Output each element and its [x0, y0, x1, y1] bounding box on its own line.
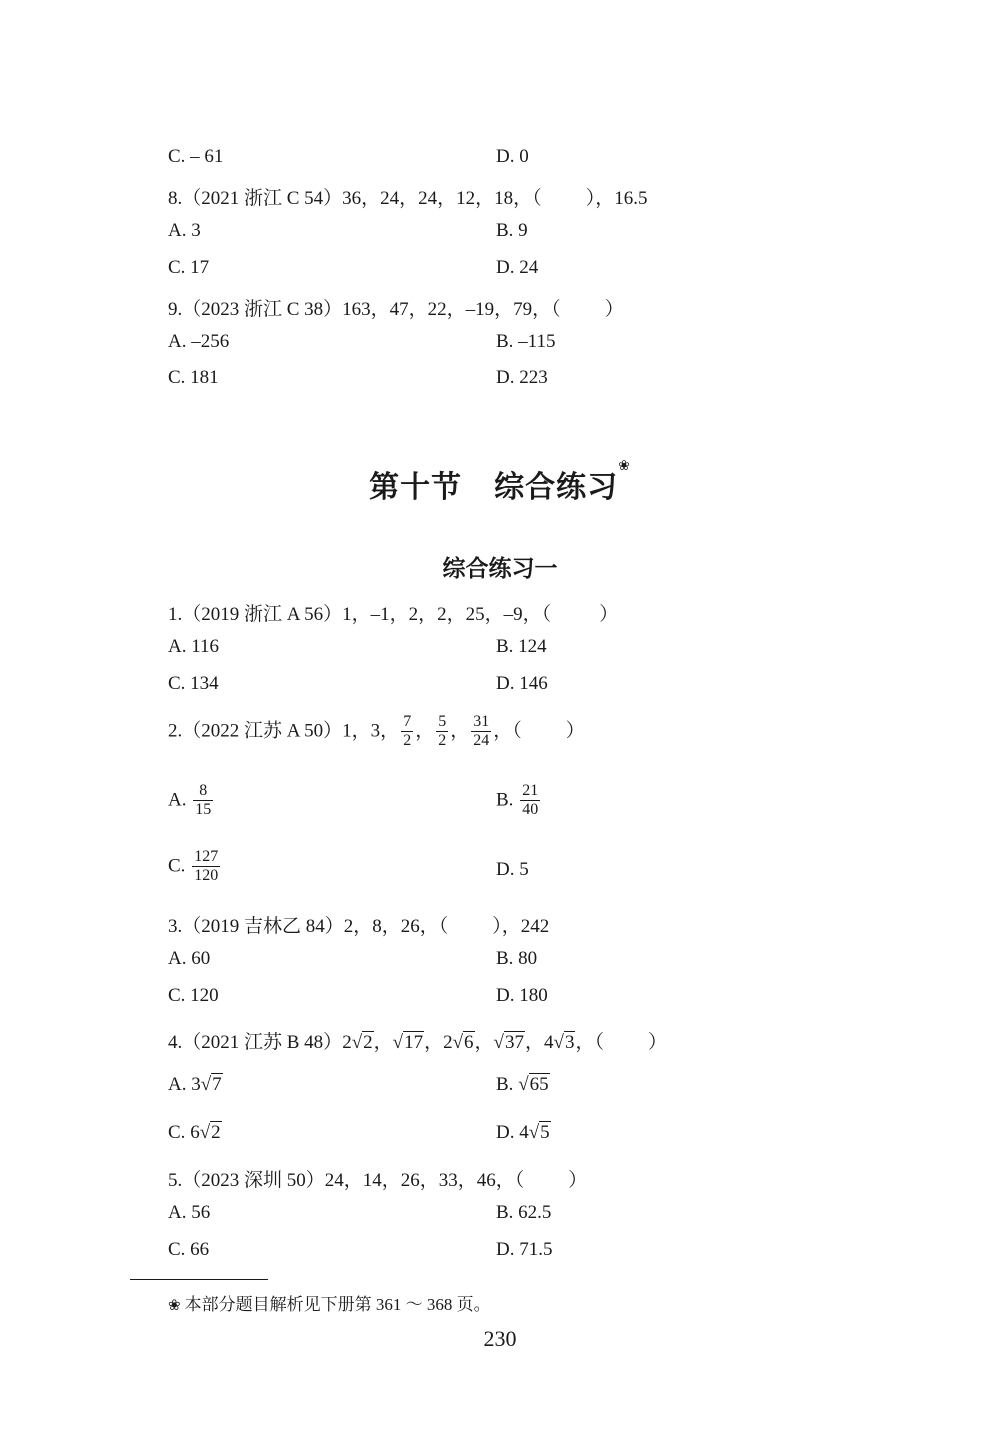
- radical: [190, 1121, 221, 1143]
- q9-stem: [168, 294, 624, 321]
- footnote-marker-icon: ❀: [168, 1298, 181, 1314]
- radical: [518, 1073, 549, 1095]
- q4-stem-text: 4.（2021 江苏 B 48）: [168, 1032, 343, 1053]
- q4-option-d: [496, 1122, 551, 1144]
- q9-option-b: B. –115: [496, 331, 556, 352]
- separator: ，: [524, 1032, 544, 1053]
- q8-stem-tail: ），16.5: [585, 188, 648, 209]
- radicand: 65: [529, 1074, 549, 1095]
- separator: ，: [373, 1032, 393, 1053]
- radical: [494, 1031, 525, 1053]
- fraction: [401, 713, 413, 751]
- radicand: 3: [564, 1032, 575, 1053]
- q5-stem-text: 5.（2023 深圳 50）24，14，26，33，46，（: [168, 1170, 525, 1191]
- radical: [519, 1121, 550, 1143]
- q9-option-c: C. 181: [168, 367, 219, 388]
- q5-stem-tail: ）: [568, 1170, 588, 1191]
- separator: ，: [424, 1032, 444, 1053]
- radicand: 7: [212, 1074, 222, 1095]
- radicand: 37: [504, 1032, 524, 1053]
- q5-stem: [168, 1165, 587, 1192]
- radical: [443, 1031, 474, 1053]
- radical-coefficient: 4: [544, 1032, 554, 1053]
- q2-stem-tail: ）: [565, 720, 585, 742]
- option-label: C.: [168, 1122, 186, 1143]
- q3-option-a: A. 60: [168, 948, 211, 969]
- q5-option-d: D. 71.5: [496, 1239, 553, 1260]
- q7-option-c: C. – 61: [168, 146, 224, 167]
- q8-option-c: C. 17: [168, 257, 210, 278]
- sqrt-icon: √: [518, 1074, 529, 1095]
- q9-option-a: A. –256: [168, 331, 230, 352]
- q7-option-d: D. 0: [496, 146, 529, 167]
- fraction-denominator: 40: [522, 801, 539, 819]
- q5-option-a: A. 56: [168, 1202, 211, 1223]
- radical-coefficient: 4: [519, 1122, 529, 1143]
- fraction-denominator: 120: [194, 867, 219, 885]
- option-label: C.: [168, 855, 186, 877]
- q2-option-a: [168, 782, 215, 820]
- sqrt-icon: √: [351, 1032, 363, 1053]
- fraction: [436, 713, 448, 751]
- q4-stem-mid: ，（: [575, 1032, 604, 1053]
- sqrt-icon: √: [553, 1032, 564, 1053]
- q4-stem: [168, 1027, 667, 1054]
- radical: [544, 1031, 575, 1053]
- section-number: 第十节: [369, 470, 463, 505]
- sqrt-icon: √: [493, 1032, 504, 1053]
- fraction-numerator: 8: [193, 782, 213, 801]
- fraction: [471, 713, 491, 751]
- fraction-numerator: 21: [520, 782, 540, 801]
- fraction-numerator: 5: [436, 713, 448, 732]
- option-label: B.: [496, 1074, 514, 1095]
- q3-option-b: B. 80: [496, 948, 538, 969]
- sqrt-icon: √: [200, 1074, 212, 1095]
- radical-coefficient: 6: [190, 1122, 200, 1143]
- q1-option-c: C. 134: [168, 673, 219, 694]
- q3-option-c: C. 120: [168, 985, 219, 1006]
- q1-stem: [168, 599, 618, 626]
- separator: ，: [415, 720, 435, 742]
- fraction-denominator: 2: [438, 732, 447, 750]
- option-label: B.: [496, 789, 514, 811]
- fraction-denominator: 24: [473, 732, 490, 750]
- q4-stem-tail: ）: [647, 1032, 667, 1053]
- q2-stem: [168, 713, 585, 751]
- page-number: 230: [483, 1326, 517, 1351]
- q1-option-a: A. 116: [168, 636, 220, 657]
- fraction-denominator: 2: [403, 732, 412, 750]
- separator: ，: [474, 1032, 494, 1053]
- fraction-numerator: 127: [192, 848, 220, 867]
- fraction: [192, 848, 220, 886]
- option-label: A.: [168, 1074, 187, 1095]
- section-title: [0, 458, 1000, 506]
- footnote-divider: [130, 1279, 268, 1280]
- q2-option-d: D. 5: [496, 859, 529, 880]
- q4-option-b: [496, 1074, 550, 1096]
- footnote-marker-icon: ❀: [618, 458, 631, 474]
- section-name: 综合练习: [494, 470, 619, 505]
- option-label: A.: [168, 789, 187, 811]
- q8-option-d: D. 24: [496, 257, 539, 278]
- radical: [342, 1031, 373, 1053]
- q2-option-b: [496, 782, 542, 820]
- q1-stem-text: 1.（2019 浙江 A 56）1，–1，2，2，25，–9，（: [168, 604, 552, 625]
- q8-stem: [168, 183, 647, 210]
- radicand: 5: [540, 1122, 550, 1143]
- radicand: 17: [404, 1032, 424, 1053]
- radicand: 2: [211, 1122, 221, 1143]
- radical-coefficient: 3: [191, 1074, 201, 1095]
- q3-stem-tail: ），242: [492, 916, 550, 937]
- radical: [393, 1031, 424, 1053]
- q9-stem-tail: ）: [604, 299, 624, 320]
- footnote: [168, 1290, 491, 1315]
- q1-option-b: B. 124: [496, 636, 547, 657]
- separator: ，: [450, 720, 470, 742]
- q1-stem-tail: ）: [599, 604, 619, 625]
- q8-option-a: A. 3: [168, 220, 201, 241]
- footnote-text: 本部分题目解析见下册第 361 ～ 368 页。: [184, 1295, 491, 1314]
- option-label: D.: [496, 1122, 515, 1143]
- q4-option-c: [168, 1122, 222, 1144]
- q8-option-b: B. 9: [496, 220, 528, 241]
- radicand: 2: [363, 1032, 373, 1053]
- radical: [191, 1073, 222, 1095]
- sqrt-icon: √: [392, 1032, 404, 1053]
- fraction: [520, 782, 540, 820]
- q1-option-d: D. 146: [496, 673, 548, 694]
- sqrt-icon: √: [452, 1032, 464, 1053]
- q2-stem-text: 2.（2022 江苏 A 50）1，3，: [168, 720, 400, 742]
- q8-stem-text: 8.（2021 浙江 C 54）36，24，24，12，18，（: [168, 188, 542, 209]
- fraction-numerator: 7: [401, 713, 413, 732]
- radical-coefficient: 2: [342, 1032, 352, 1053]
- fraction: [193, 782, 213, 820]
- sqrt-icon: √: [199, 1122, 211, 1143]
- sqrt-icon: √: [528, 1122, 540, 1143]
- q4-option-a: [168, 1074, 223, 1096]
- q3-stem: [168, 911, 549, 938]
- q2-option-c: [168, 848, 222, 886]
- q9-option-d: D. 223: [496, 367, 548, 388]
- subsection-title: 综合练习一: [442, 556, 558, 582]
- radical-coefficient: 2: [443, 1032, 453, 1053]
- fraction-numerator: 31: [471, 713, 491, 732]
- q9-stem-text: 9.（2023 浙江 C 38）163，47，22，–19，79，（: [168, 299, 561, 320]
- q5-option-c: C. 66: [168, 1239, 210, 1260]
- q2-stem-mid: ，（: [493, 720, 522, 742]
- q3-stem-text: 3.（2019 吉林乙 84）2，8，26，（: [168, 916, 449, 937]
- q5-option-b: B. 62.5: [496, 1202, 552, 1223]
- q3-option-d: D. 180: [496, 985, 548, 1006]
- fraction-denominator: 15: [195, 801, 212, 819]
- radicand: 6: [464, 1032, 474, 1053]
